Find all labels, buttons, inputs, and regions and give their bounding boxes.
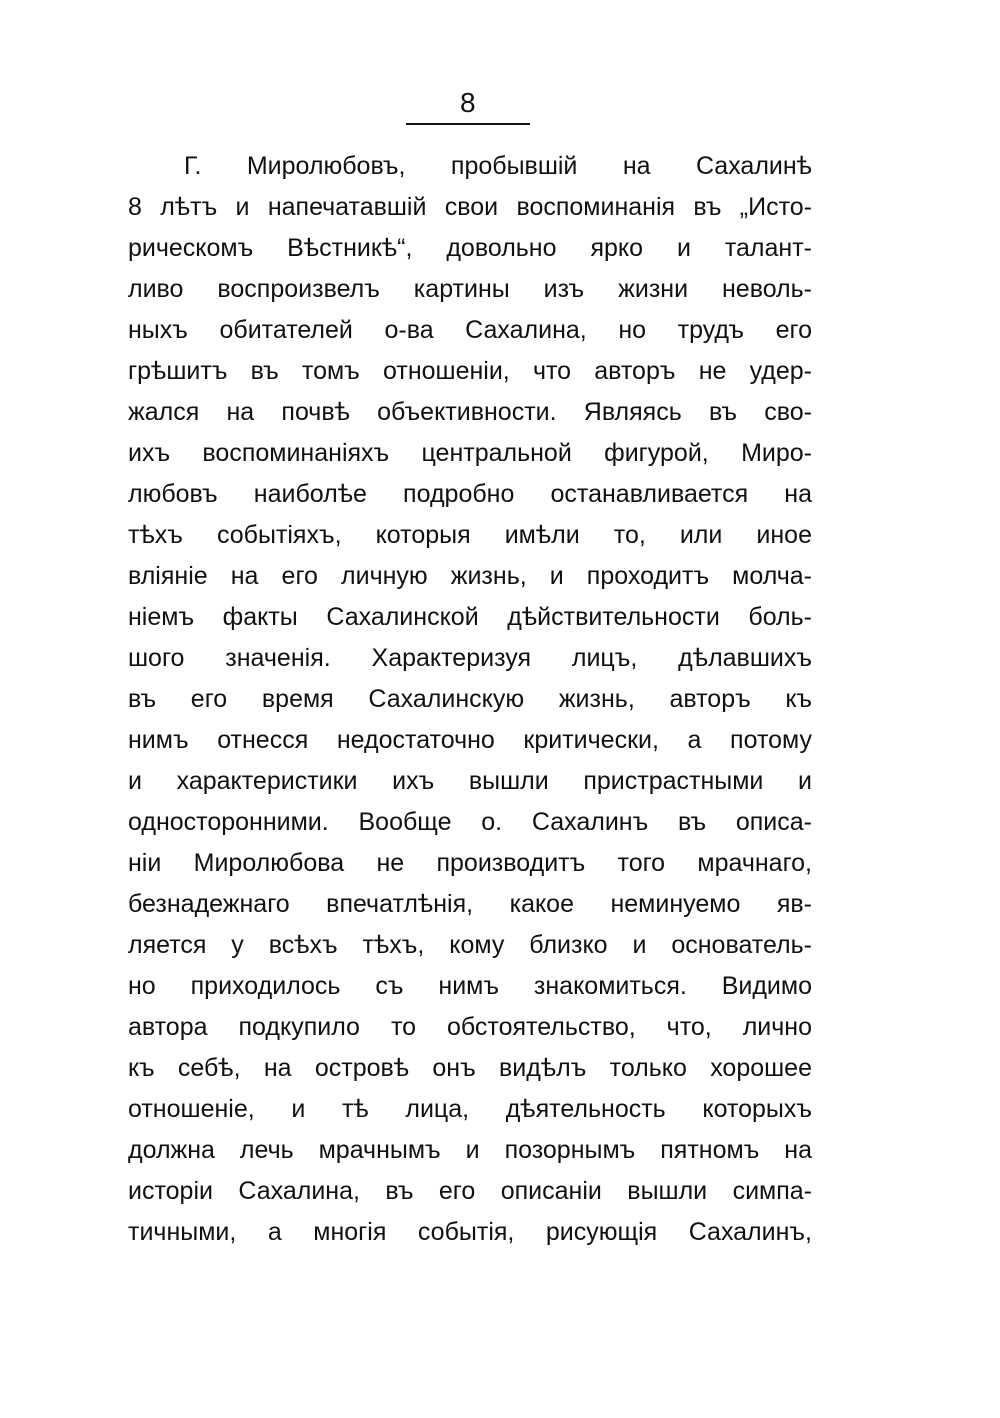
text-line: ныхъ обитателей о-ва Сахалина, но трудъ его [128, 316, 812, 344]
text-line: исторіи Сахалина, въ его описаніи вышли симпа- [128, 1177, 812, 1205]
text-line: рическомъ Вѣстникѣ“, довольно ярко и талант- [128, 234, 812, 262]
text-line: Г. Миролюбовъ, пробывшій на Сахалинѣ [184, 152, 812, 180]
text-line: шого значенія. Характеризуя лицъ, дѣлавшихъ [128, 644, 812, 672]
text-line: автора подкупило то обстоятельство, что, лично [128, 1013, 812, 1041]
text-line: отношеніе, и тѣ лица, дѣятельность которыхъ [128, 1095, 812, 1123]
page-number: 8 [459, 87, 477, 118]
text-line: ніемъ факты Сахалинской дѣйствительности боль- [128, 603, 812, 631]
text-line: односторонними. Вообще о. Сахалинъ въ описа- [128, 808, 812, 836]
text-line: любовъ наиболѣе подробно останавливается на [128, 480, 812, 508]
text-line: ихъ воспоминаніяхъ центральной фигурой, Миро- [128, 439, 812, 467]
text-line: должна лечь мрачнымъ и позорнымъ пятномъ на [128, 1136, 812, 1164]
text-line: въ его время Сахалинскую жизнь, авторъ къ [128, 685, 812, 713]
text-line: нимъ отнесся недостаточно критически, а потому [128, 726, 812, 754]
text-line: грѣшитъ въ томъ отношеніи, что авторъ не удер- [128, 357, 812, 385]
text-line: тичными, а многія событія, рисующія Сахалинъ, [128, 1218, 812, 1246]
text-line: жался на почвѣ объективности. Являясь въ сво- [128, 398, 812, 426]
header-rule [406, 123, 530, 125]
text-line: вліяніе на его личную жизнь, и проходитъ молча- [128, 562, 812, 590]
body-text [128, 146, 812, 1253]
text-line: безнадежнаго впечатлѣнія, какое неминуемо яв- [128, 890, 812, 918]
text-line: ніи Миролюбова не производитъ того мрачнаго, [128, 849, 812, 877]
text-line: къ себѣ, на островѣ онъ видѣлъ только хорошее [128, 1054, 812, 1082]
text-line: тѣхъ событіяхъ, которыя имѣли то, или иное [128, 521, 812, 549]
text-line: 8 лѣтъ и напечатавшій свои воспоминанія въ „Исто- [128, 193, 812, 221]
text-line: ливо воспроизвелъ картины изъ жизни неволь- [128, 275, 812, 303]
text-line: но приходилось съ нимъ знакомиться. Видимо [128, 972, 812, 1000]
text-line: и характеристики ихъ вышли пристрастными и [128, 767, 812, 795]
text-line: ляется у всѣхъ тѣхъ, кому близко и основатель- [128, 931, 812, 959]
